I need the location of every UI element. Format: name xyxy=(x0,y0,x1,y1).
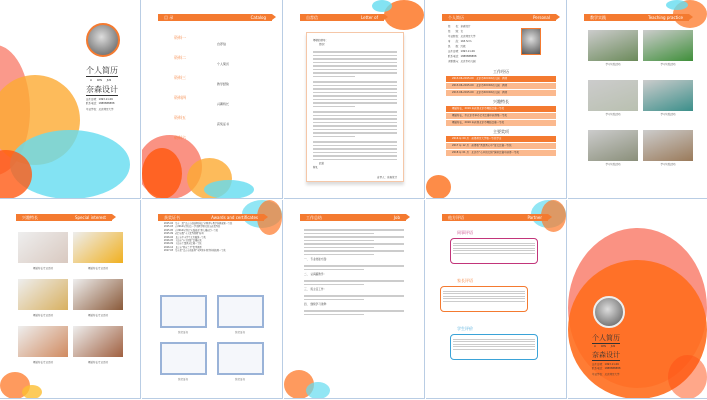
practice-photo xyxy=(643,30,693,61)
hobby-row: 舞蹈特长，市北京市举办艺术比赛中获得第一等奖 xyxy=(446,113,556,119)
summary-body xyxy=(304,227,404,317)
banner-en: Job xyxy=(393,215,400,220)
letter-body xyxy=(313,51,397,160)
catalog-item: 资料六 xyxy=(174,135,186,140)
text-line xyxy=(313,159,397,161)
text-line xyxy=(304,269,364,271)
text-line xyxy=(453,346,535,347)
interest-photo xyxy=(73,232,123,263)
text-line xyxy=(304,233,374,235)
personal-fields xyxy=(448,24,476,64)
text-line xyxy=(304,314,364,316)
text-line xyxy=(453,349,535,350)
photo-caption: 奖状证书 xyxy=(177,378,188,381)
text-line xyxy=(304,243,404,245)
catalog-link[interactable]: 兴趣特长 xyxy=(217,102,230,106)
personal-field: 身 高：163.5cm xyxy=(448,40,472,43)
interest-photo xyxy=(18,279,68,310)
text-line xyxy=(304,229,404,231)
photo-caption: 舞蹈特长专业活动 xyxy=(32,314,53,317)
cover-info-0: 出生日期：1993.11.06 xyxy=(86,98,113,101)
letter-closing: 此致 xyxy=(319,162,325,165)
text-line xyxy=(313,62,397,64)
back-name: 奈森设计 xyxy=(592,351,620,359)
summary-heading: 四、 继续学习进修： xyxy=(304,303,329,306)
interest-photo xyxy=(73,279,123,310)
text-line xyxy=(304,236,404,238)
letter-page[interactable] xyxy=(284,0,425,199)
work-row: 2013.06-2015.09 北京市XXXXX幼儿园 教师 xyxy=(446,83,556,89)
personal-photo xyxy=(521,28,541,55)
section-banner xyxy=(442,14,556,21)
letter-regards: 敬礼 xyxy=(313,166,319,169)
cover-info-2: 毕业学校：北京师范大学 xyxy=(86,108,114,111)
award-list xyxy=(446,136,556,156)
teaching-page[interactable] xyxy=(568,0,707,199)
avatar xyxy=(86,23,120,57)
text-line xyxy=(313,115,397,117)
catalog-item: 资料五 xyxy=(174,115,186,120)
text-line xyxy=(304,310,404,312)
award-row: 2018 年 01 月 北京市“心中的太阳”演讲比赛中获得一等奖 xyxy=(446,150,556,156)
back-title: 个人简历 xyxy=(592,334,620,342)
certificate-image xyxy=(217,342,264,375)
review-heading: 同事评语 xyxy=(457,230,473,235)
catalog-link[interactable]: 教学经验 xyxy=(217,82,230,86)
practice-photo xyxy=(588,30,638,61)
personal-page[interactable] xyxy=(426,0,567,199)
text-line xyxy=(453,339,535,340)
text-line xyxy=(453,248,535,249)
deco-circle xyxy=(668,355,707,399)
deco-circle xyxy=(22,385,42,399)
practice-photo xyxy=(643,80,693,111)
banner-title: 获奖证书 xyxy=(164,215,180,220)
catalog-link[interactable]: 自荐信 xyxy=(217,42,227,46)
text-line xyxy=(313,136,355,138)
text-line xyxy=(453,253,535,254)
banner-title: 他方评语 xyxy=(448,215,464,220)
text-line xyxy=(443,301,525,302)
text-line xyxy=(313,55,397,57)
text-line xyxy=(313,106,355,108)
back-cover-page[interactable] xyxy=(568,200,707,399)
personal-field: 联系电话：1888888888 xyxy=(448,55,477,58)
photo-caption: 学习实践活动 xyxy=(660,63,676,66)
award-item: 2016.05 上海市“小金钥匙”比赛获奖 xyxy=(164,239,202,243)
award-row: 2017 年 12 月 获得第“我是我心中”征文比赛一等奖 xyxy=(446,143,556,149)
text-line xyxy=(313,155,397,157)
catalog-item: 资料一 xyxy=(174,35,186,40)
text-line xyxy=(304,299,364,301)
photo-caption: 学习实践活动 xyxy=(605,113,621,116)
hobby-title: 兴趣特长 xyxy=(493,99,509,104)
text-line xyxy=(313,122,397,124)
text-line xyxy=(313,141,397,143)
photo-caption: 舞蹈特长专业活动 xyxy=(32,267,53,270)
certificate-image xyxy=(160,295,207,328)
award-title: 主要奖项 xyxy=(493,129,509,134)
text-line xyxy=(313,65,397,67)
summary-heading: 三、 班主任工作： xyxy=(304,288,327,291)
hobby-row: 舞蹈特长，2016 年获得北京市舞蹈比赛一等奖 xyxy=(446,120,556,126)
photo-caption: 舞蹈特长专业活动 xyxy=(32,361,53,364)
text-line xyxy=(304,254,374,256)
banner-en: Letter of xyxy=(361,15,378,20)
banner-en: Special interest xyxy=(74,215,106,220)
awards-page[interactable] xyxy=(142,200,283,399)
text-line xyxy=(443,298,525,299)
text-line xyxy=(313,88,397,90)
text-line xyxy=(313,95,397,97)
hobby-row: 舞蹈特长，2016 年获得北京市舞蹈比赛一等奖 xyxy=(446,106,556,112)
personal-field: 毕业院校：北京师范大学 xyxy=(448,35,476,38)
catalog-link[interactable]: 获奖证书 xyxy=(217,122,230,126)
text-line xyxy=(313,99,397,101)
text-line xyxy=(313,76,355,78)
personal-field: 求职意向：北京市幼儿园 xyxy=(448,60,476,63)
catalog-item: 资料二 xyxy=(174,55,186,60)
award-item: 2015.09 获得市级“十大优秀教师”称号 xyxy=(164,232,204,236)
banner-en: Catalog xyxy=(250,15,266,20)
practice-photo xyxy=(588,130,638,161)
award-item: 2015.03 在2014年学校第一学期教学研究奖荣获优秀奖 xyxy=(164,225,221,229)
review-page[interactable] xyxy=(426,200,567,399)
text-line xyxy=(304,284,364,286)
text-line xyxy=(313,69,397,71)
cover-name: 奈森设计 xyxy=(86,85,118,94)
review-bubble xyxy=(450,238,538,264)
photo-caption: 学习实践活动 xyxy=(605,163,621,166)
text-line xyxy=(443,293,525,294)
award-item: 2016.02 北京市中小学生艺术展演一等奖 xyxy=(164,235,206,239)
letter-card xyxy=(306,32,404,182)
cover-title: 个人简历 xyxy=(86,66,118,75)
section-banner xyxy=(158,14,272,21)
text-line xyxy=(453,243,535,244)
banner-en: Partner xyxy=(527,215,542,220)
photo-caption: 奖状证书 xyxy=(234,378,245,381)
banner-en: Personal xyxy=(532,15,550,20)
text-line xyxy=(453,245,535,246)
deco-circle xyxy=(306,382,330,399)
section-banner xyxy=(300,14,384,21)
personal-field: 民 族：汉族 xyxy=(448,45,466,48)
personal-field: 出生日期：1993.11.06 xyxy=(448,50,475,53)
text-line xyxy=(313,111,397,113)
text-line xyxy=(313,92,397,94)
text-line xyxy=(313,129,397,131)
review-heading: 学生评价 xyxy=(457,326,473,331)
practice-photo xyxy=(588,80,638,111)
photo-caption: 奖状证书 xyxy=(234,331,245,334)
work-title: 工作经历 xyxy=(493,69,509,74)
back-info-1: 联系电话：1888888888 xyxy=(592,367,621,370)
text-line xyxy=(313,148,397,150)
summary-page[interactable] xyxy=(284,200,425,399)
text-line xyxy=(313,132,397,134)
section-banner xyxy=(158,214,264,221)
text-line xyxy=(313,85,397,87)
text-line xyxy=(443,291,525,292)
section-banner xyxy=(300,214,406,221)
photo-caption: 舞蹈特长专业活动 xyxy=(87,314,108,317)
back-info-2: 毕业学校：北京师范大学 xyxy=(592,373,620,376)
award-item: 2015.05 在2014年学校“实践创新”杯大赛获得一等奖 xyxy=(164,228,219,232)
section-banner xyxy=(442,214,548,221)
banner-title: 兴趣特长 xyxy=(22,215,38,220)
banner-title: 工作总结 xyxy=(306,215,322,220)
photo-caption: 学习实践活动 xyxy=(660,163,676,166)
interest-photo xyxy=(18,232,68,263)
work-row: 2013.06-2015.09 北京市XXXXX幼儿园 教师 xyxy=(446,76,556,82)
photo-caption: 学习实践活动 xyxy=(605,63,621,66)
award-item: 2016.09 上海市主题教育比赛一等奖 xyxy=(164,242,202,246)
interest-photo xyxy=(73,326,123,357)
catalog-page[interactable] xyxy=(142,0,283,199)
summary-heading: 一、 专业技能方面： xyxy=(304,258,329,261)
photo-caption: 奖状证书 xyxy=(177,331,188,334)
certificate-image xyxy=(217,295,264,328)
text-line xyxy=(313,58,397,60)
deco-circle xyxy=(666,0,688,10)
photo-caption: 学习实践活动 xyxy=(660,113,676,116)
review-bubble xyxy=(440,286,528,312)
text-line xyxy=(304,240,374,242)
text-line xyxy=(313,81,397,83)
award-item: 2015.02 第十三届“北京市创新杯科技”全国青年教学科研成果一等奖 xyxy=(164,222,233,225)
catalog-link[interactable]: 个人简历 xyxy=(217,62,230,66)
letter-hello: 您好！ xyxy=(319,43,327,46)
banner-title: 个人简历 xyxy=(448,15,464,20)
text-line xyxy=(313,51,397,53)
personal-field: 姓 名：奈森设计 xyxy=(448,25,471,28)
photo-caption: 舞蹈特长专业活动 xyxy=(87,361,108,364)
award-item: 2016.12 北京市“教育之星”优秀教师 xyxy=(164,245,202,249)
text-line xyxy=(313,125,397,127)
practice-photo xyxy=(643,130,693,161)
text-line xyxy=(304,295,404,297)
letter-sign: 自荐人：奈森设计 xyxy=(376,176,397,179)
deco-circle xyxy=(204,180,254,199)
text-line xyxy=(304,247,374,249)
banner-en: Awards and certificates xyxy=(211,215,258,220)
banner-title: 目 录 xyxy=(164,15,174,20)
text-line xyxy=(453,341,535,342)
text-line xyxy=(453,250,535,251)
letter-greeting: 尊敬的领导： xyxy=(313,39,329,42)
banner-en: Teaching practice xyxy=(647,15,683,20)
deco-circle xyxy=(142,148,182,199)
cover-pinyin: LI WIN JUN xyxy=(90,79,112,82)
interest-photo xyxy=(18,326,68,357)
catalog-item: 资料三 xyxy=(174,75,186,80)
deco-circle xyxy=(372,0,392,12)
summary-heading: 二、 认真搞教学： xyxy=(304,273,327,276)
text-line xyxy=(443,296,525,297)
text-line xyxy=(313,72,397,74)
photo-caption: 舞蹈特长专业活动 xyxy=(87,267,108,270)
work-row: 2013.06-2015.09 北京市XXXXX幼儿园 教师 xyxy=(446,90,556,96)
personal-field: 性 别：女 xyxy=(448,30,464,33)
text-line xyxy=(313,102,397,104)
text-line xyxy=(304,250,404,252)
award-item: 2017.03 第十届“北京市创新杯”全国青年教学科研成果一等奖 xyxy=(164,249,226,253)
avatar xyxy=(593,296,625,328)
text-line xyxy=(313,118,397,120)
cover-info-1: 联系电话：1888888888 xyxy=(86,102,115,105)
deco-circle xyxy=(426,175,451,199)
interest-page[interactable] xyxy=(0,200,141,399)
work-list xyxy=(446,76,556,96)
hobby-list xyxy=(446,106,556,126)
back-pinyin: LI WIN JUN xyxy=(594,345,616,348)
review-heading: 家长评语 xyxy=(457,278,473,283)
text-line xyxy=(304,265,404,267)
banner-title: 教学实践 xyxy=(590,15,606,20)
text-line xyxy=(304,280,404,282)
certificate-image xyxy=(160,342,207,375)
text-line xyxy=(453,344,535,345)
review-bubble xyxy=(450,334,538,360)
text-line xyxy=(313,152,397,154)
awards-list xyxy=(164,222,262,253)
banner-title: 自荐信 xyxy=(306,15,318,20)
award-row: 2016 年 09 月 获得师范大学第一等奖学金 xyxy=(446,136,556,142)
catalog-item: 资料四 xyxy=(174,95,186,100)
section-banner xyxy=(584,14,689,21)
cover-page[interactable] xyxy=(0,0,141,199)
section-banner xyxy=(16,214,112,221)
text-line xyxy=(313,145,397,147)
back-info-0: 出生日期：1993.11.06 xyxy=(592,363,619,366)
